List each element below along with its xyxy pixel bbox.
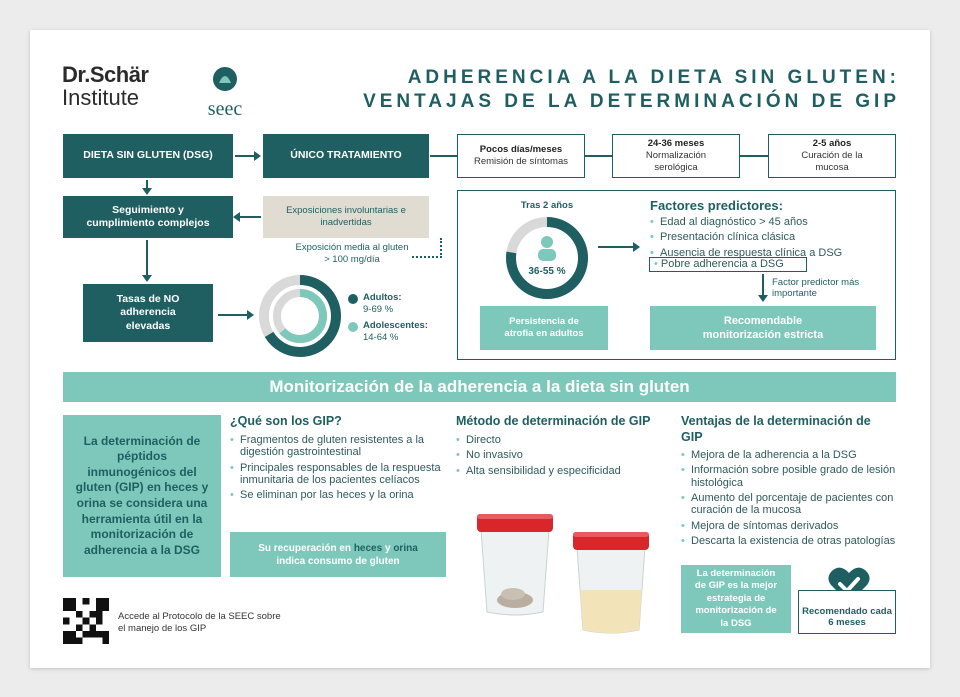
metodo-item: • Directo	[456, 434, 666, 446]
que-son-item: • Principales responsables de la respuesta inmunitaria de los pacientes celíacos	[230, 462, 445, 487]
page-title	[280, 66, 900, 114]
legend-adultos-swatch	[348, 294, 358, 304]
seec-logo	[190, 64, 260, 120]
arrow-exposiciones-left	[235, 216, 261, 218]
schar-logo-line2: Institute	[62, 85, 140, 110]
mejor-estrategia-box: La determinación de GIP es la mejor estrategia de monitorización de la DSG	[681, 565, 791, 633]
seguimiento-box: Seguimiento y cumplimiento complejos	[63, 196, 233, 238]
arrow-tasas-to-donut	[218, 314, 252, 316]
legend-adolescentes-value: 14-64 %	[363, 331, 399, 343]
arrow-donut-to-factores	[598, 246, 638, 248]
timeline-box-1	[457, 134, 585, 178]
recomendado-box	[798, 590, 896, 634]
tasas-box: Tasas de NO adherencia elevadas	[83, 284, 213, 342]
recuperacion-box	[230, 532, 446, 577]
recuperacion-orina: orina	[393, 542, 418, 554]
factor-item: • Ausencia de respuesta clínica a DSG	[650, 247, 890, 259]
timeline-1-title: Pocos días/meses	[479, 144, 563, 156]
tras-2-anos: Tras 2 años	[520, 200, 574, 211]
arrow-pobre-down	[762, 274, 764, 300]
connector-unico-t1	[430, 155, 457, 157]
exposicion-dotted-connector	[412, 238, 442, 258]
recuperacion-text-b: indica consumo de gluten	[276, 555, 400, 567]
stool-sample-cup-icon	[473, 506, 557, 618]
infographic-card	[30, 30, 930, 668]
timeline-2-title: 24-36 meses	[647, 138, 705, 150]
metodo-list	[456, 434, 666, 480]
factor-mas-importante: Factor predictor más importante	[772, 277, 860, 300]
legend-adultos-value: 9-69 %	[363, 303, 394, 315]
title-line-1: ADHERENCIA A LA DIETA SIN GLUTEN:	[407, 67, 900, 88]
atrophy-pct: 36-55 %	[528, 266, 566, 277]
qr-code-icon[interactable]	[63, 598, 109, 644]
ventajas-title: Ventajas de la determinación de GIP	[681, 414, 871, 444]
pobre-adherencia-text: Pobre adherencia a DSG	[660, 258, 784, 270]
protocolo-link[interactable]: Accede al Protocolo de la SEEC sobre el manejo de los GIP	[118, 611, 281, 635]
timeline-box-3	[768, 134, 896, 178]
que-son-item: • Fragmentos de gluten resistentes a la digestión gastrointestinal	[230, 434, 445, 459]
metodo-item: • Alta sensibilidad y especificidad	[456, 465, 666, 477]
recuperacion-text-a: Su recuperación en	[258, 542, 354, 554]
schar-logo	[62, 64, 182, 110]
adherence-donut-chart	[258, 274, 342, 358]
factor-item: • Edad al diagnóstico > 45 años	[650, 216, 890, 228]
ventajas-list	[681, 449, 897, 550]
que-son-title: ¿Qué son los GIP?	[230, 414, 342, 428]
connector-t2-t3	[740, 155, 768, 157]
legend-adultos	[348, 292, 402, 316]
factores-title: Factores predictores:	[650, 198, 783, 213]
atrophy-donut-chart	[505, 216, 589, 300]
timeline-3-sub: Curación de la mucosa	[801, 150, 863, 173]
seec-emblem-icon	[190, 64, 260, 94]
monitorizacion-banner: Monitorización de la adherencia a la dieta sin gluten	[63, 372, 896, 402]
pobre-adherencia-box: • Pobre adherencia a DSG	[649, 257, 807, 272]
recuperacion-y: y	[382, 542, 394, 554]
timeline-2-sub: Normalización serológica	[645, 150, 707, 173]
title-line-2: VENTAJAS DE LA DETERMINACIÓN DE GIP	[363, 90, 900, 112]
legend-adolescentes-swatch	[348, 322, 358, 332]
unico-box: ÚNICO TRATAMIENTO	[263, 134, 429, 178]
arrow-seguimiento-down	[146, 240, 148, 280]
ventajas-item: • Aumento del porcentaje de pacientes con curación de la mucosa	[681, 492, 897, 517]
recomendable-box: Recomendable monitorización estricta	[650, 306, 876, 350]
factores-list	[650, 216, 890, 262]
arrow-dsg-to-unico	[235, 155, 259, 157]
urine-sample-cup-icon	[569, 526, 653, 636]
ventajas-item: • Mejora de la adherencia a la DSG	[681, 449, 897, 461]
que-son-item: • Se eliminan por las heces y la orina	[230, 489, 445, 501]
schar-logo-line1: Dr.Schär	[62, 62, 149, 87]
ventajas-item: • Información sobre posible grado de lesión histológica	[681, 464, 897, 489]
recomendado-text: Recomendado cada 6 meses	[802, 605, 892, 628]
metodo-title: Método de determinación de GIP	[456, 414, 651, 428]
legend-adolescentes	[348, 320, 428, 344]
gip-summary-box: La determinación de péptidos inmunogénicos del gluten (GIP) en heces y orina se considera una herramienta útil en la monitorización de adherencia a la DSG	[63, 415, 221, 577]
person-icon	[538, 236, 556, 261]
legend-adultos-label: Adultos:	[363, 292, 402, 303]
arrow-dsg-down	[146, 180, 148, 193]
persistencia-box: Persistencia de atrofia en adultos	[480, 306, 608, 350]
connector-t1-t2	[585, 155, 612, 157]
legend-adolescentes-label: Adolescentes:	[363, 320, 428, 331]
ventajas-item: • Mejora de síntomas derivados	[681, 520, 897, 532]
recuperacion-heces: heces	[353, 542, 383, 554]
metodo-item: • No invasivo	[456, 449, 666, 461]
seec-logo-text: seec	[207, 98, 243, 120]
timeline-1-sub: Remisión de síntomas	[474, 156, 568, 167]
ventajas-item: • Descarta la existencia de otras patologías	[681, 535, 897, 547]
exposiciones-box: Exposiciones involuntarias e inadvertidas	[263, 196, 429, 238]
que-son-list	[230, 434, 445, 505]
timeline-3-title: 2-5 años	[812, 138, 852, 150]
factor-item: • Presentación clínica clásica	[650, 231, 890, 243]
exposicion-media-text: Exposición media al gluten > 100 mg/día	[295, 242, 409, 265]
timeline-box-2	[612, 134, 740, 178]
dsg-box: DIETA SIN GLUTEN (DSG)	[63, 134, 233, 178]
